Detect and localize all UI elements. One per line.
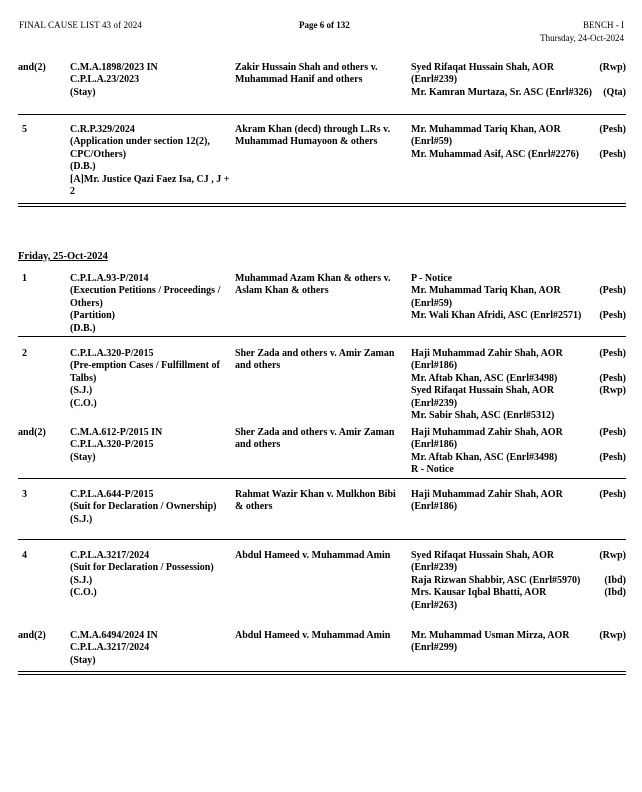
- advocate-name: R - Notice: [411, 464, 454, 476]
- case-serial-number: 4: [22, 550, 27, 561]
- row-divider: [18, 478, 626, 479]
- case-line: (Stay): [70, 654, 96, 666]
- advocate-name: Mrs. Kausar Iqbal Bhatti, AOR (Enrl#263): [411, 587, 547, 611]
- row-divider: [18, 114, 626, 115]
- case-line: (Execution Petitions / Proceedings / Others): [70, 285, 221, 309]
- advocate-name: Mr. Aftab Khan, ASC (Enrl#3498): [411, 451, 558, 463]
- case-serial-number: 1: [22, 273, 27, 284]
- case-line: (S.J.): [70, 574, 93, 586]
- advocate-name: P - Notice: [411, 273, 453, 284]
- case-number-cell: [70, 124, 230, 198]
- advocate-name: Syed Rifaqat Hussain Shah, AOR (Enrl#239): [411, 385, 555, 409]
- advocates-cell: [411, 550, 626, 612]
- case-line: (S.J.): [70, 513, 93, 525]
- advocate-station: (Rwp): [599, 550, 626, 561]
- advocate-entry: [411, 630, 626, 655]
- case-line: C.P.L.A.3217/2024: [70, 550, 150, 561]
- case-line: C.M.A.612-P/2015 IN: [70, 427, 163, 438]
- case-parties: Rahmat Wazir Khan v. Mulkhon Bibi & others: [235, 489, 396, 513]
- case-line: (D.B.): [70, 322, 96, 334]
- case-serial-number: and(2): [18, 427, 46, 438]
- case-line: C.P.L.A.320-P/2015: [70, 439, 154, 451]
- advocate-entry: [411, 489, 626, 514]
- case-parties: Zakir Hussain Shah and others v. Muhammad Hanif and others: [235, 62, 378, 86]
- advocates-cell: [411, 427, 626, 477]
- section-divider: [18, 674, 626, 675]
- advocate-station: (Pesh): [599, 427, 626, 438]
- page-number: Page 6 of 132: [299, 20, 350, 30]
- case-parties: Sher Zada and others v. Amir Zaman and others: [235, 348, 395, 372]
- advocate-name: Mr. Aftab Khan, ASC (Enrl#3498): [411, 372, 558, 384]
- case-line: C.P.L.A.644-P/2015: [70, 489, 154, 500]
- case-serial-number: and(2): [18, 630, 46, 641]
- case-number-cell: [70, 489, 230, 526]
- advocates-cell: [411, 630, 626, 655]
- advocates-cell: [411, 62, 626, 99]
- case-line: (C.O.): [70, 397, 97, 409]
- page-header: [0, 0, 642, 44]
- advocate-name: Mr. Muhammad Asif, ASC (Enrl#2276): [411, 148, 579, 160]
- case-line: (C.O.): [70, 587, 97, 599]
- case-line: C.P.L.A.93-P/2014: [70, 273, 149, 284]
- advocates-cell: [411, 273, 626, 323]
- bench-label: BENCH - I: [583, 20, 624, 30]
- advocate-station: (Pesh): [599, 348, 626, 359]
- advocate-entry: [411, 310, 626, 322]
- case-serial-number: 3: [22, 489, 27, 500]
- advocate-entry: [411, 273, 626, 285]
- advocate-entry: [411, 62, 626, 87]
- advocate-entry: [411, 87, 626, 99]
- advocates-cell: [411, 348, 626, 422]
- advocate-name: Mr. Muhammad Usman Mirza, AOR (Enrl#299): [411, 630, 570, 654]
- section-divider: [18, 203, 626, 204]
- advocate-name: Haji Muhammad Zahir Shah, AOR (Enrl#186): [411, 489, 563, 513]
- advocate-station: (Rwp): [599, 385, 626, 397]
- advocate-name: Syed Rifaqat Hussain Shah, AOR (Enrl#239): [411, 62, 555, 86]
- advocate-entry: [411, 410, 626, 422]
- advocate-entry: [411, 373, 626, 385]
- advocate-entry: [411, 124, 626, 149]
- section-date-heading: Friday, 25-Oct-2024: [18, 251, 108, 262]
- case-number-cell: [70, 630, 230, 667]
- advocate-station: (Rwp): [599, 630, 626, 641]
- case-line: (D.B.): [70, 161, 96, 173]
- advocate-station: (Pesh): [599, 124, 626, 135]
- case-number-cell: [70, 550, 230, 600]
- header-date: Thursday, 24-Oct-2024: [540, 33, 624, 43]
- advocate-name: Mr. Sabir Shah, ASC (Enrl#5312): [411, 410, 555, 422]
- advocate-name: Mr. Muhammad Tariq Khan, AOR (Enrl#59): [411, 285, 561, 309]
- advocate-name: Haji Muhammad Zahir Shah, AOR (Enrl#186): [411, 427, 563, 451]
- advocate-station: (Rwp): [599, 62, 626, 73]
- case-parties: Sher Zada and others v. Amir Zaman and others: [235, 427, 395, 451]
- advocate-name: Mr. Wali Khan Afridi, ASC (Enrl#2571): [411, 310, 582, 322]
- advocate-station: (Pesh): [599, 148, 626, 160]
- case-parties: Abdul Hameed v. Muhammad Amin: [235, 630, 391, 641]
- case-line: (Partition): [70, 310, 115, 322]
- advocate-entry: [411, 575, 626, 587]
- advocate-name: Raja Rizwan Shabbir, ASC (Enrl#5970): [411, 574, 581, 586]
- advocate-entry: [411, 385, 626, 410]
- case-line: (Stay): [70, 451, 96, 463]
- row-divider: [18, 539, 626, 540]
- advocates-cell: [411, 489, 626, 514]
- case-line: C.P.L.A.320-P/2015: [70, 348, 154, 359]
- case-number-cell: [70, 273, 230, 335]
- case-number-cell: [70, 348, 230, 410]
- advocate-name: Syed Rifaqat Hussain Shah, AOR (Enrl#239): [411, 550, 555, 574]
- case-serial-number: and(2): [18, 62, 46, 73]
- advocate-station: (Pesh): [599, 310, 626, 322]
- advocate-entry: [411, 464, 626, 476]
- case-parties: Muhammad Azam Khan & others v. Aslam Khan & others: [235, 273, 391, 297]
- advocate-entry: [411, 427, 626, 452]
- case-parties: Abdul Hameed v. Muhammad Amin: [235, 550, 391, 561]
- case-serial-number: 5: [22, 124, 27, 135]
- advocate-entry: [411, 285, 626, 310]
- advocate-station: (Ibd): [604, 587, 626, 599]
- case-number-cell: [70, 427, 230, 464]
- cause-list-title: FINAL CAUSE LIST 43 of 2024: [19, 20, 142, 30]
- advocate-name: Mr. Muhammad Tariq Khan, AOR (Enrl#59): [411, 124, 561, 148]
- case-number-cell: [70, 62, 230, 99]
- section-divider: [18, 206, 626, 207]
- case-line: (Pre-emption Cases / Fulfillment of Talbs): [70, 360, 220, 384]
- case-line: C.M.A.6494/2024 IN: [70, 630, 158, 641]
- advocate-entry: [411, 348, 626, 373]
- advocate-station: (Pesh): [599, 451, 626, 463]
- case-line: (S.J.): [70, 385, 93, 397]
- case-line: (Application under section 12(2), CPC/Others): [70, 136, 210, 160]
- case-line: (Suit for Declaration / Possession): [70, 562, 214, 574]
- advocates-cell: [411, 124, 626, 161]
- case-parties: Akram Khan (decd) through L.Rs v. Muhammad Humayoon & others: [235, 124, 391, 148]
- advocate-entry: [411, 452, 626, 464]
- advocate-station: (Pesh): [599, 489, 626, 500]
- case-line: C.R.P.329/2024: [70, 124, 135, 135]
- advocate-station: (Qta): [603, 86, 626, 98]
- case-serial-number: 2: [22, 348, 27, 359]
- row-divider: [18, 336, 626, 337]
- case-line: C.P.L.A.23/2023: [70, 74, 140, 86]
- advocate-station: (Pesh): [599, 372, 626, 384]
- section-divider: [18, 671, 626, 672]
- case-line: (Suit for Declaration / Ownership): [70, 501, 217, 513]
- advocate-name: Mr. Kamran Murtaza, Sr. ASC (Enrl#326): [411, 86, 592, 98]
- case-line: [A]Mr. Justice Qazi Faez Isa, CJ , J + 2: [70, 173, 230, 198]
- advocate-entry: [411, 550, 626, 575]
- advocate-name: Haji Muhammad Zahir Shah, AOR (Enrl#186): [411, 348, 563, 372]
- case-line: C.M.A.1898/2023 IN: [70, 62, 158, 73]
- advocate-station: (Pesh): [599, 285, 626, 297]
- advocate-station: (Ibd): [604, 574, 626, 586]
- case-line: C.P.L.A.3217/2024: [70, 642, 150, 654]
- case-line: (Stay): [70, 86, 96, 98]
- advocate-entry: [411, 149, 626, 161]
- advocate-entry: [411, 587, 626, 612]
